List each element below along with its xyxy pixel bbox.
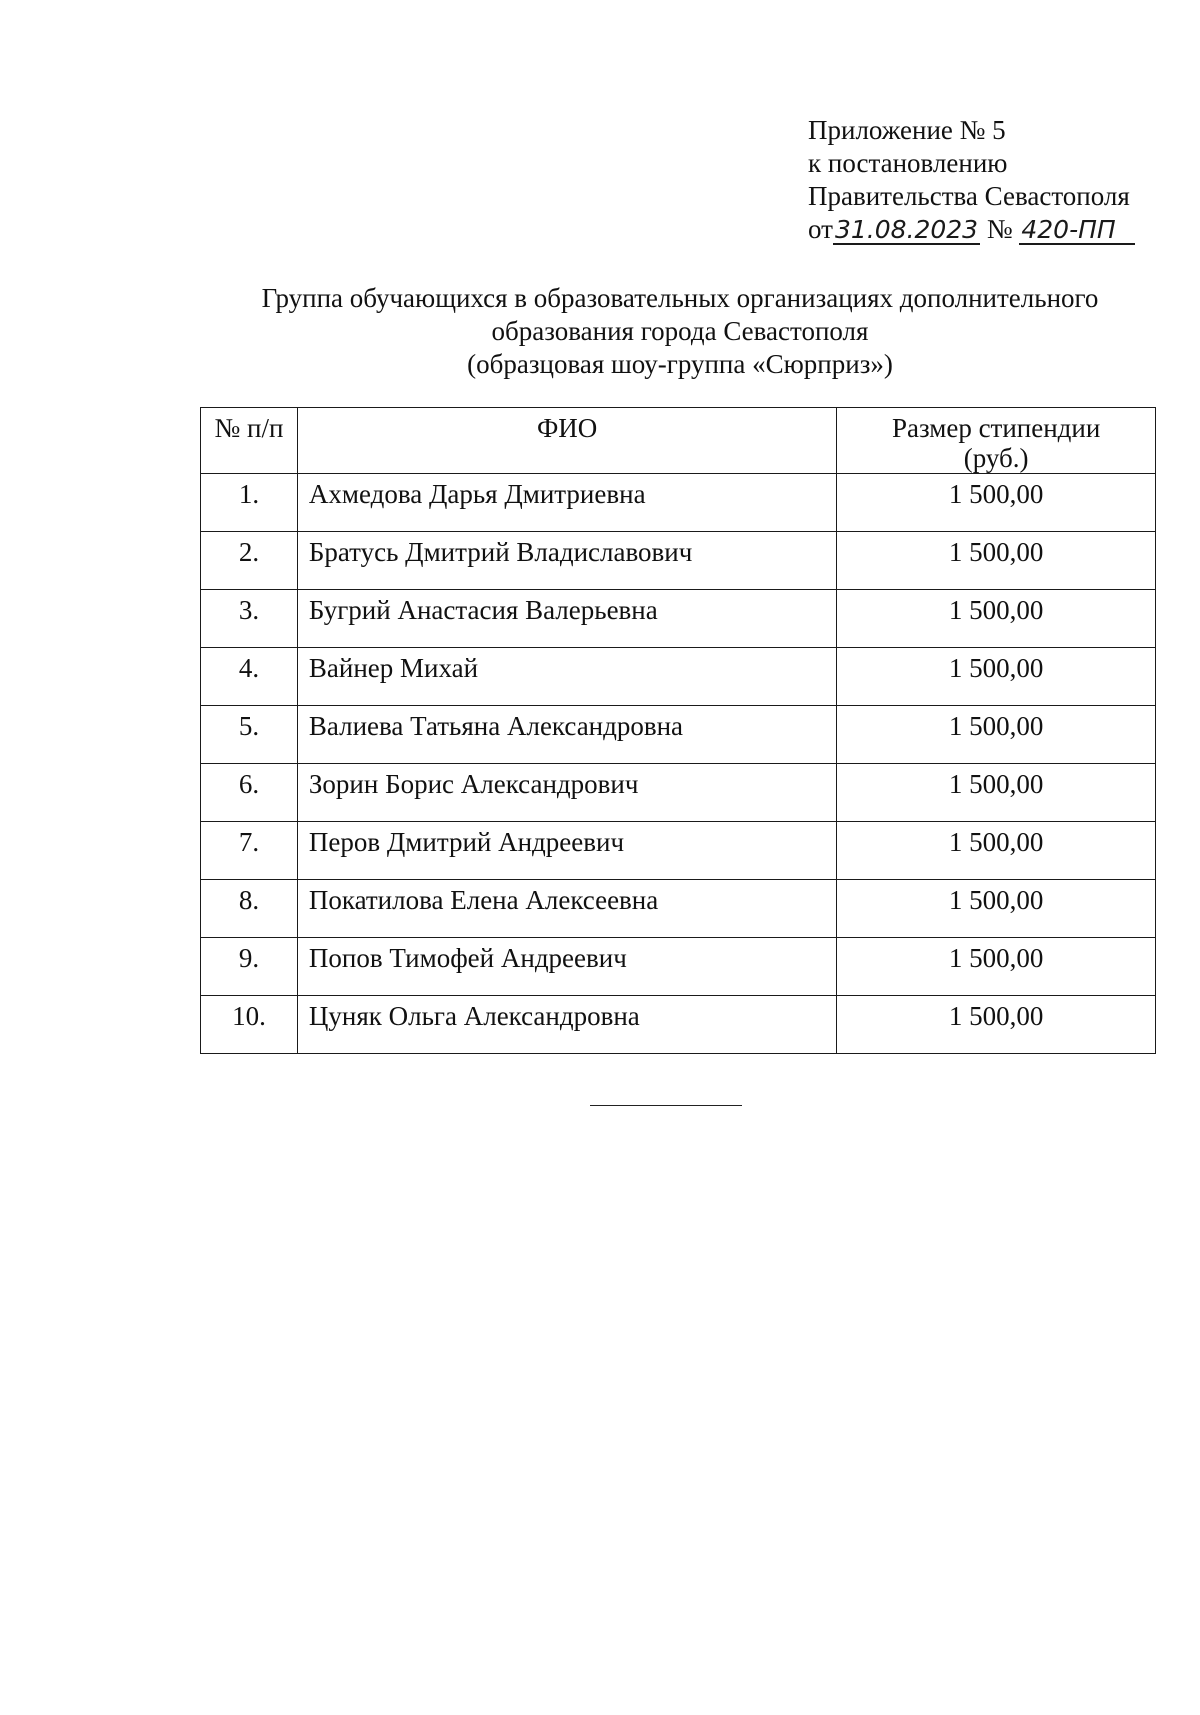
row-name: Ахмедова Дарья Дмитриевна <box>297 474 836 532</box>
appendix-to-resolution: к постановлению <box>808 148 1008 178</box>
handwritten-number: 420-ПП <box>1019 217 1135 245</box>
row-number: 6. <box>201 764 298 822</box>
title-line-2: образования города Севастополя <box>491 316 869 346</box>
row-amount: 1 500,00 <box>837 648 1156 706</box>
header-amount-line-2: (руб.) <box>963 443 1029 473</box>
row-amount: 1 500,00 <box>837 706 1156 764</box>
row-amount: 1 500,00 <box>837 590 1156 648</box>
table-row <box>201 764 1156 822</box>
table-row <box>201 590 1156 648</box>
row-name: Перов Дмитрий Андреевич <box>297 822 836 880</box>
row-name: Братусь Дмитрий Владиславович <box>297 532 836 590</box>
appendix-number: Приложение № 5 <box>808 115 1006 145</box>
resolution-date-line <box>808 213 1188 246</box>
row-name: Бугрий Анастасия Валерьевна <box>297 590 836 648</box>
row-name: Вайнер Михай <box>297 648 836 706</box>
row-number: 1. <box>201 474 298 532</box>
appendix-header <box>808 114 1188 246</box>
row-amount: 1 500,00 <box>837 822 1156 880</box>
number-label: № <box>986 214 1013 244</box>
table-row <box>201 648 1156 706</box>
row-name: Покатилова Елена Алексеевна <box>297 880 836 938</box>
row-number: 2. <box>201 532 298 590</box>
table-row <box>201 938 1156 996</box>
row-number: 4. <box>201 648 298 706</box>
row-number: 10. <box>201 996 298 1054</box>
title-line-1: Группа обучающихся в образовательных организациях дополнительного <box>261 283 1099 313</box>
row-number: 8. <box>201 880 298 938</box>
header-number: № п/п <box>201 408 298 474</box>
row-number: 5. <box>201 706 298 764</box>
handwritten-date: 31.08.2023 <box>834 215 979 244</box>
table-row <box>201 822 1156 880</box>
table-row <box>201 880 1156 938</box>
row-amount: 1 500,00 <box>837 996 1156 1054</box>
header-name: ФИО <box>297 408 836 474</box>
row-name: Цуняк Ольга Александровна <box>297 996 836 1054</box>
row-amount: 1 500,00 <box>837 764 1156 822</box>
table-row <box>201 532 1156 590</box>
table-row <box>201 706 1156 764</box>
table-row <box>201 474 1156 532</box>
table-header-row <box>201 408 1156 474</box>
row-amount: 1 500,00 <box>837 532 1156 590</box>
row-number: 7. <box>201 822 298 880</box>
scholarship-table <box>200 407 1156 1054</box>
row-amount: 1 500,00 <box>837 880 1156 938</box>
row-number: 3. <box>201 590 298 648</box>
row-amount: 1 500,00 <box>837 938 1156 996</box>
row-name: Валиева Татьяна Александровна <box>297 706 836 764</box>
row-name: Попов Тимофей Андреевич <box>297 938 836 996</box>
end-of-document-divider <box>590 1105 742 1106</box>
row-amount: 1 500,00 <box>837 474 1156 532</box>
header-amount-line-1: Размер стипендии <box>891 413 1101 443</box>
appendix-government: Правительства Севастополя <box>808 181 1130 211</box>
header-amount <box>837 408 1156 474</box>
table-row <box>201 996 1156 1054</box>
row-name: Зорин Борис Александрович <box>297 764 836 822</box>
document-title <box>150 282 1200 381</box>
row-number: 9. <box>201 938 298 996</box>
date-prefix: от <box>808 214 833 244</box>
title-line-3: (образцовая шоу-группа «Сюрприз») <box>467 349 893 379</box>
